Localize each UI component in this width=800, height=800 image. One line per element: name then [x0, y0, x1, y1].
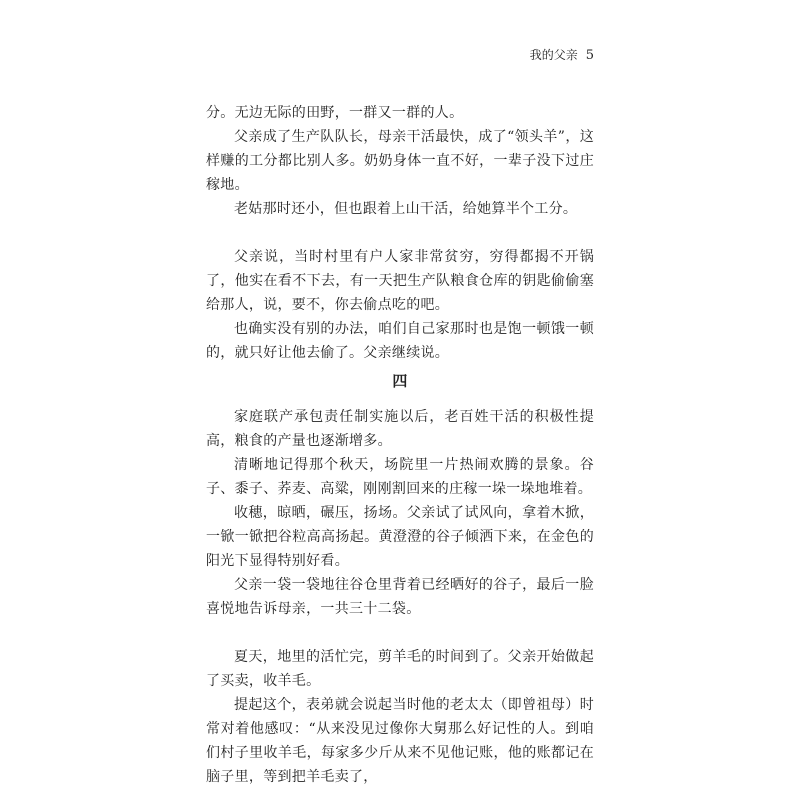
paragraph-gap [206, 621, 594, 645]
paragraph-3: 老姑那时还小，但也跟着上山干活，给她算半个工分。 [234, 201, 578, 217]
paragraph-7: 清晰地记得那个秋天，场院里一片热闹欢腾的景象。谷子、黍子、荞麦、高粱，刚刚割回来的庄稼一垛一垛地堆着。 [206, 457, 594, 497]
paragraph-2: 父亲成了生产队队长，母亲干活最快，成了“领头羊”，这样赚的工分都比别人多。奶奶身体一直不好，一辈子没下过庄稼地。 [206, 129, 594, 193]
paragraph-11: 提起这个，表弟就会说起当时他的老太太（即曾祖母）时常对着他感叹：“从来没见过像你大舅那么好记性的人。到咱们村子里收羊毛，每家多少斤从来不见他记账，他的账都记在脑子里，等到把羊毛卖了， [206, 697, 594, 785]
running-header [530, 47, 594, 64]
paragraph-1: 分。无边无际的田野，一群又一群的人。 [206, 105, 464, 121]
page-number: 5 [585, 48, 594, 63]
paragraph-6: 家庭联产承包责任制实施以后，老百姓干活的积极性提高，粮食的产量也逐渐增多。 [206, 409, 594, 449]
section-heading: 四 [392, 372, 408, 390]
paragraph-8: 收穗，晾晒，碾压，扬场。父亲试了试风向，拿着木掀，一锨一锨把谷粒高高扬起。黄澄澄的谷子倾洒下来，在金色的阳光下显得特别好看。 [206, 505, 594, 569]
paragraph-9: 父亲一袋一袋地往谷仓里背着已经晒好的谷子，最后一脸喜悦地告诉母亲，一共三十二袋。 [206, 577, 594, 617]
paragraph-10: 夏天，地里的活忙完，剪羊毛的时间到了。父亲开始做起了买卖，收羊毛。 [206, 649, 594, 689]
chapter-title: 我的父亲 [529, 48, 578, 62]
page-body [206, 101, 594, 789]
paragraph-gap [206, 221, 594, 245]
paragraph-4: 父亲说，当时村里有户人家非常贫穷，穷得都揭不开锅了，他实在看不下去，有一天把生产队粮食仓库的钥匙偷偷塞给那人，说，要不，你去偷点吃的吧。 [206, 249, 594, 313]
paragraph-5: 也确实没有别的办法，咱们自己家那时也是饱一顿饿一顿的，就只好让他去偷了。父亲继续说。 [206, 321, 594, 361]
